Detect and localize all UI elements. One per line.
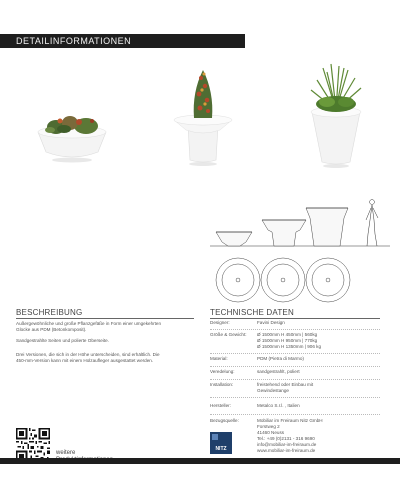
spec-divider [210, 329, 380, 330]
spec-label: Installation: [210, 382, 234, 387]
spec-divider [210, 379, 380, 380]
spec-label: Designer: [210, 320, 230, 325]
medium-planter-photo [170, 64, 236, 168]
spec-value: Metalco S.r.l. , Italien [257, 403, 300, 408]
spec-value: Tel.: +49 (0)2131 - 316 9690 [257, 436, 315, 441]
spec-divider [210, 397, 380, 398]
spec-label: Material: [210, 356, 228, 361]
beschreibung-paragraph-3: Drei Versionen, die sich in der Höhe unterscheiden, sind erhältlich. Die 450-mm-Version kann mit einem Holzaufleger ausgestattet werden. [16, 352, 160, 363]
beschreibung-paragraph-2: Sandgestrahlte Seiten und polierte Oberseite. [16, 338, 109, 343]
spec-divider [210, 414, 380, 415]
spec-label: Größe & Gewicht: [210, 332, 247, 337]
spec-divider [210, 366, 380, 367]
beschreibung-title: BESCHREIBUNG [16, 308, 83, 317]
spec-value: Ø 1500mm H 950mm | 770kg [257, 338, 318, 343]
spec-value: sandgestrahlt, poliert [257, 369, 300, 374]
logo-text: NITZ [215, 446, 227, 452]
technische-rule [210, 318, 380, 319]
spec-value: 41460 Neuss [257, 430, 285, 435]
spec-label: Hersteller: [210, 403, 231, 408]
technische-title: TECHNISCHE DATEN [210, 308, 294, 317]
spec-value: Favini Design [257, 320, 285, 325]
tall-planter-photo [303, 62, 369, 170]
spec-value: Gewindestange [257, 388, 289, 393]
elevation-drawing [210, 196, 390, 254]
spec-label: Bezugsquelle: [210, 418, 239, 423]
beschreibung-paragraph-1: Außergewöhnliche und große Pflanzgefäße in Form einer umgekehrten Glocke aus PDM (Betonkomposit). [16, 321, 162, 332]
beschreibung-rule [16, 318, 194, 319]
top-view-drawing [212, 256, 352, 304]
spec-value: Ø 1500mm H 1350mm | 906 kg [257, 344, 322, 349]
page-title: DETAILINFORMATIONEN [16, 36, 132, 46]
spec-divider [210, 353, 380, 354]
spec-value[interactable]: www.mobiliar-im-freiraum.de [257, 448, 316, 453]
spec-value: Forstweg 2 [257, 424, 280, 429]
spec-value: freistehend oder Einbau mit [257, 382, 314, 387]
nitz-logo [210, 432, 232, 454]
low-planter-photo [34, 100, 110, 165]
spec-value: PDM (Pietra di Marmo) [257, 356, 304, 361]
qr-label-line1: weitere [56, 450, 76, 456]
spec-label: Veredelung: [210, 369, 235, 374]
spec-value: Mobiliar im Freiraum Nitz GmbH [257, 418, 323, 423]
spec-value: Ø 1500mm H 450mm | 560kg [257, 332, 318, 337]
qr-code[interactable] [16, 428, 50, 462]
spec-value[interactable]: info@mobiliar-im-freiraum.de [257, 442, 317, 447]
footer-bar [0, 458, 400, 464]
